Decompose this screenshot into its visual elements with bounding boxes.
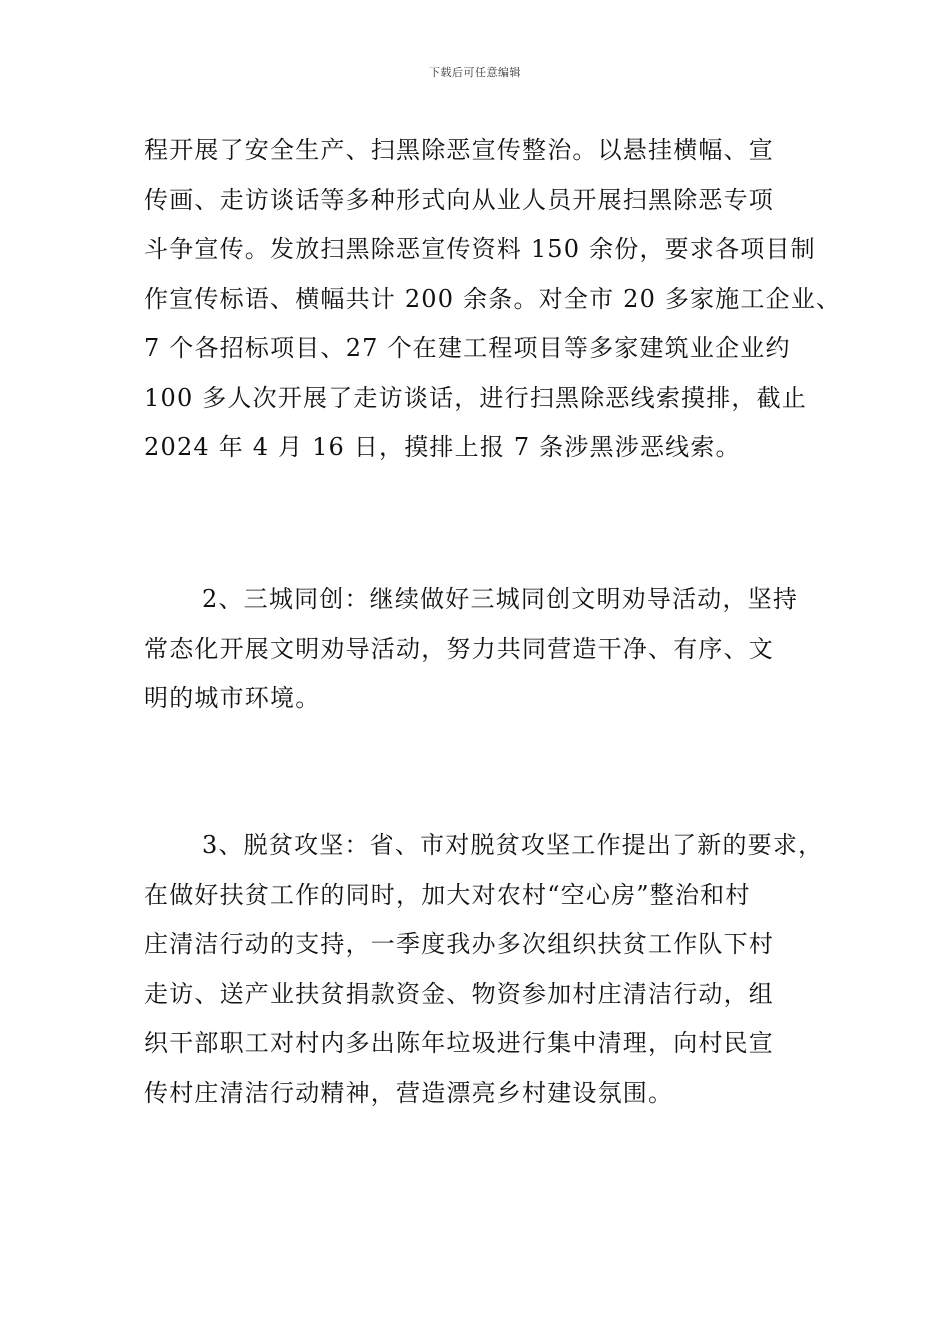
paragraph-line: 在做好扶贫工作的同时，加大对农村“空心房”整治和村 xyxy=(144,880,751,909)
paragraph-line: 3、脱贫攻坚：省、市对脱贫攻坚工作提出了新的要求， xyxy=(202,831,824,859)
page-header: 下载后可任意编辑 xyxy=(429,66,521,79)
paragraph-line: 7 个各招标项目、27 个在建工程项目等多家建筑业企业约 xyxy=(144,334,791,362)
paragraph-three-cities xyxy=(144,575,844,724)
paragraph-line: 织干部职工对村内多出陈年垃圾进行集中清理，向村民宣 xyxy=(144,1029,774,1057)
paragraph-line: 走访、送产业扶贫捐款资金、物资参加村庄清洁行动，组 xyxy=(144,979,774,1008)
paragraph-safety-campaign xyxy=(144,126,844,473)
paragraph-line: 2024 年 4 月 16 日，摸排上报 7 条涉黑涉恶线索。 xyxy=(144,433,741,461)
paragraph-line: 明的城市环境。 xyxy=(144,684,321,712)
paragraph-line: 100 多人次开展了走访谈话，进行扫黑除恶线索摸排，截止 xyxy=(144,383,808,412)
paragraph-line: 庄清洁行动的支持，一季度我办多次组织扶贫工作队下村 xyxy=(144,930,774,958)
paragraph-line: 程开展了安全生产、扫黑除恶宣传整治。以悬挂横幅、宣 xyxy=(144,136,774,164)
paragraph-line: 传画、走访谈话等多种形式向从业人员开展扫黑除恶专项 xyxy=(144,185,774,214)
paragraph-line: 常态化开展文明劝导活动，努力共同营造干净、有序、文 xyxy=(144,634,774,663)
paragraph-poverty-alleviation xyxy=(144,821,844,1118)
paragraph-line: 作宣传标语、横幅共计 200 余条。对全市 20 多家施工企业、 xyxy=(144,284,842,313)
paragraph-line: 2、三城同创：继续做好三城同创文明劝导活动，坚持 xyxy=(202,585,799,613)
paragraph-line: 传村庄清洁行动精神，营造漂亮乡村建设氛围。 xyxy=(144,1078,674,1107)
paragraph-line: 斗争宣传。发放扫黑除恶宣传资料 150 余份，要求各项目制 xyxy=(144,235,816,263)
